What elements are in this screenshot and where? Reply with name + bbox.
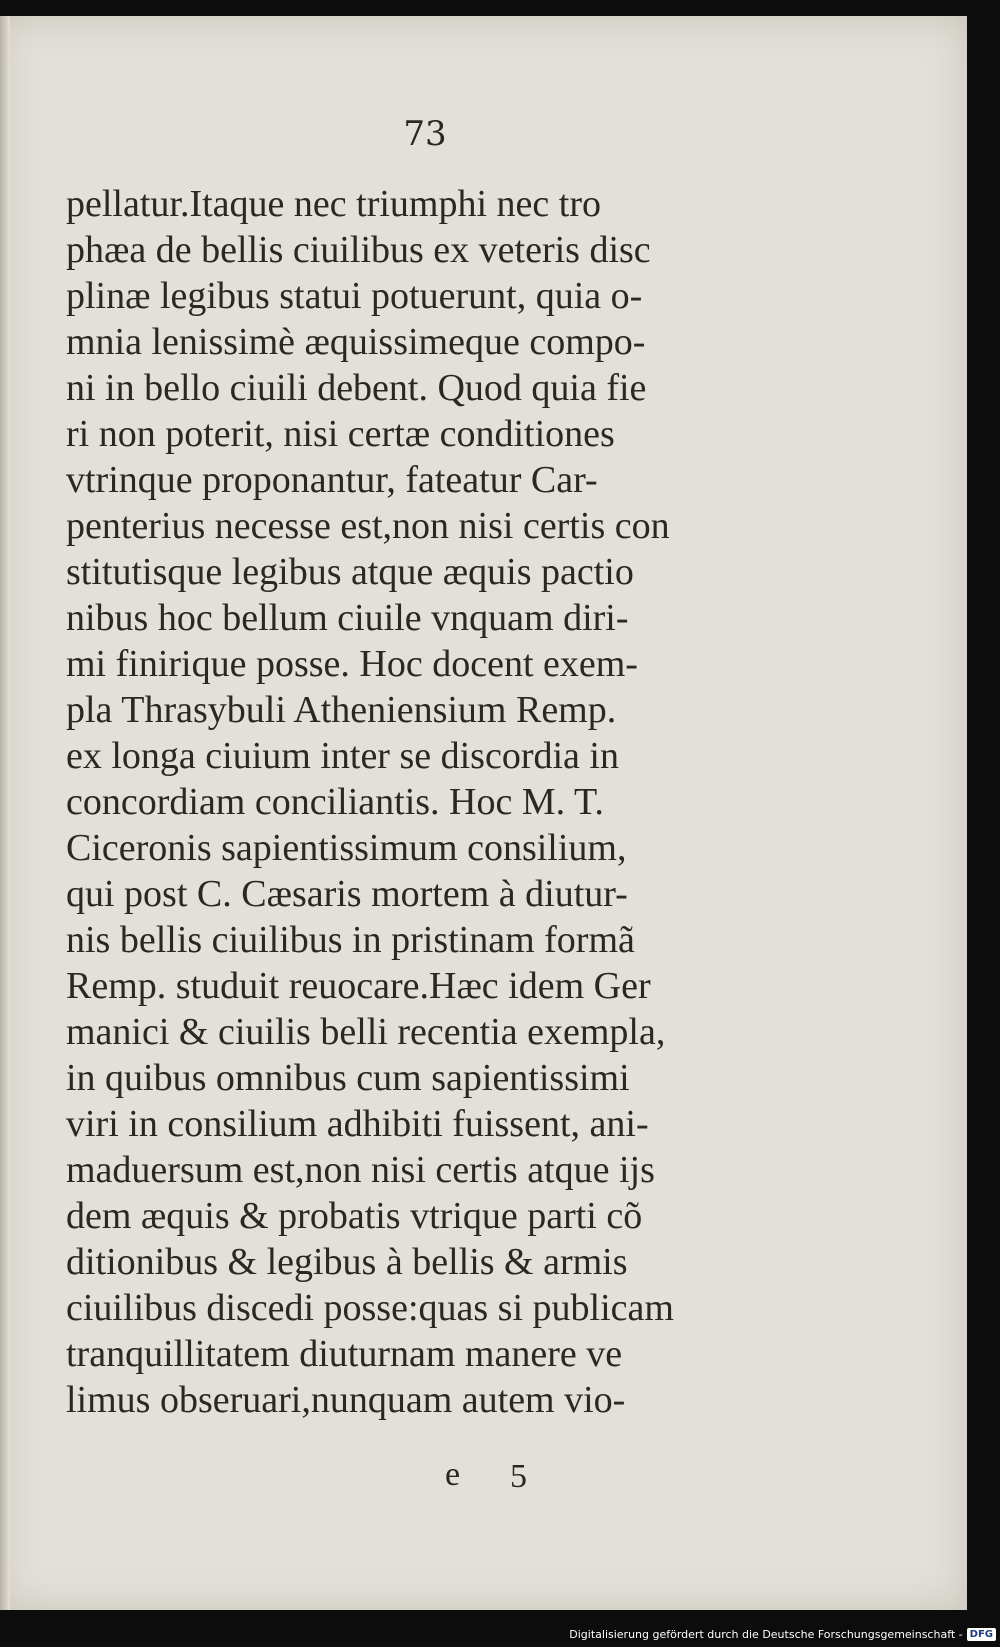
text-line: ri non poterit, nisi certæ conditiones <box>66 413 615 455</box>
text-line: Ciceronis sapientissimum consilium, <box>66 827 627 869</box>
dfg-logo-icon: DFG <box>967 1628 996 1641</box>
text-line: nibus hoc bellum ciuile vnquam diri- <box>66 597 629 639</box>
text-line: Remp. studuit reuocare.Hæc idem Ger <box>66 965 651 1007</box>
text-line: plinæ legibus statui potuerunt, quia o- <box>66 275 643 317</box>
text-line: maduersum est,non nisi certis atque ijs <box>66 1149 655 1191</box>
text-line: penterius necesse est,non nisi certis con <box>66 505 670 547</box>
text-line: pellatur.Itaque nec triumphi nec tro <box>66 183 601 225</box>
text-line: limus obseruari,nunquam autem vio- <box>66 1379 626 1421</box>
text-line: vtrinque proponantur, fateatur Car- <box>66 459 598 501</box>
text-line: pla Thrasybuli Atheniensium Remp. <box>66 689 617 731</box>
text-line: tranquillitatem diuturnam manere ve <box>66 1333 623 1375</box>
book-page <box>0 16 967 1610</box>
text-line: viri in consilium adhibiti fuissent, ani- <box>66 1103 649 1145</box>
credit-text: Digitalisierung gefördert durch die Deutsche Forschungsgemeinschaft - <box>569 1628 963 1641</box>
text-line: nis bellis ciuilibus in pristinam formã <box>66 919 635 961</box>
text-line: ditionibus & legibus à bellis & armis <box>66 1241 628 1283</box>
body-text <box>66 181 766 1423</box>
text-line: concordiam conciliantis. Hoc M. T. <box>66 781 604 823</box>
text-line: stitutisque legibus atque æquis pactio <box>66 551 634 593</box>
page-binding-shadow <box>0 16 10 1610</box>
text-line: manici & ciuilis belli recentia exempla, <box>66 1011 666 1053</box>
text-line: in quibus omnibus cum sapientissimi <box>66 1057 630 1099</box>
text-line: mi finirique posse. Hoc docent exem- <box>66 643 638 685</box>
signature-number: 5 <box>510 1458 527 1495</box>
text-line: ni in bello ciuili debent. Quod quia fie <box>66 367 647 409</box>
text-line: mnia lenissimè æquissimeque compo- <box>66 321 646 363</box>
text-line: dem æquis & probatis vtrique parti cõ <box>66 1195 643 1237</box>
signature-mark: e <box>445 1456 461 1493</box>
text-line: phæa de bellis ciuilibus ex veteris disc <box>66 229 651 271</box>
text-line: ex longa ciuium inter se discordia in <box>66 735 619 777</box>
text-line: ciuilibus discedi posse:quas si publicam <box>66 1287 674 1329</box>
digitization-credit <box>569 1628 996 1641</box>
text-line: qui post C. Cæsaris mortem à diutur- <box>66 873 628 915</box>
page-number: 73 <box>403 114 447 154</box>
